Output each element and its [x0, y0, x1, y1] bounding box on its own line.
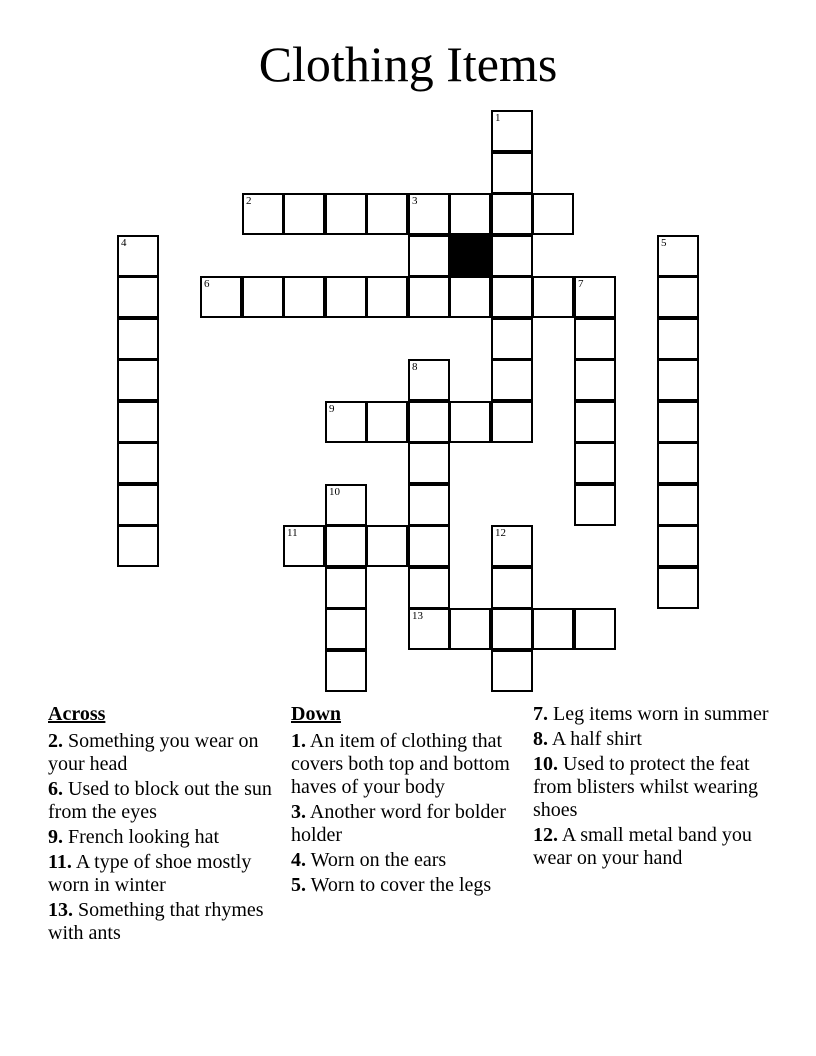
- down-clue: 1. An item of clothing that covers both top and bottom haves of your body: [291, 730, 510, 798]
- grid-cell[interactable]: [491, 401, 533, 443]
- grid-cell[interactable]: [657, 567, 699, 609]
- clue-number: 7: [578, 278, 584, 290]
- grid-cell[interactable]: [491, 525, 533, 567]
- grid-cell[interactable]: [574, 401, 616, 443]
- grid-cell[interactable]: [408, 276, 450, 318]
- down-clue: 7. Leg items worn in summer: [533, 703, 769, 725]
- across-clue: 9. French looking hat: [48, 826, 220, 848]
- grid-cell[interactable]: [366, 276, 408, 318]
- down-clues-continued: [533, 703, 773, 872]
- grid-cell[interactable]: [491, 276, 533, 318]
- down-heading: Down: [291, 703, 342, 725]
- grid-cell[interactable]: [449, 608, 491, 650]
- grid-cell[interactable]: [408, 235, 450, 277]
- grid-cell[interactable]: [408, 442, 450, 484]
- grid-cell[interactable]: [491, 650, 533, 692]
- grid-cell[interactable]: [408, 484, 450, 526]
- grid-cell[interactable]: [325, 525, 367, 567]
- down-clue: 4. Worn on the ears: [291, 849, 447, 871]
- grid-cell[interactable]: [657, 318, 699, 360]
- grid-cell[interactable]: [408, 401, 450, 443]
- clue-number: 5: [661, 237, 667, 249]
- grid-cell[interactable]: [117, 359, 159, 401]
- down-clue: 5. Worn to cover the legs: [291, 874, 492, 896]
- clue-number: 10: [329, 486, 340, 498]
- grid-cell[interactable]: [283, 525, 325, 567]
- grid-cell[interactable]: [325, 193, 367, 235]
- down-clue: 3. Another word for bolder holder: [291, 801, 506, 846]
- grid-cell[interactable]: [325, 401, 367, 443]
- grid-cell[interactable]: [449, 401, 491, 443]
- grid-cell[interactable]: [657, 401, 699, 443]
- grid-cell[interactable]: [283, 193, 325, 235]
- grid-cell[interactable]: [657, 359, 699, 401]
- grid-cell[interactable]: [117, 525, 159, 567]
- grid-cell[interactable]: [574, 359, 616, 401]
- grid-cell[interactable]: [532, 608, 574, 650]
- grid-cell[interactable]: [117, 401, 159, 443]
- grid-cell[interactable]: [117, 235, 159, 277]
- grid-cell[interactable]: [283, 276, 325, 318]
- grid-cell[interactable]: [366, 193, 408, 235]
- grid-cell[interactable]: [491, 193, 533, 235]
- grid-cell[interactable]: [657, 484, 699, 526]
- across-clues: [48, 703, 278, 947]
- clue-number: 12: [495, 527, 506, 539]
- grid-cell[interactable]: [408, 567, 450, 609]
- grid-cell[interactable]: [242, 193, 284, 235]
- clue-number: 9: [329, 403, 335, 415]
- clue-number: 3: [412, 195, 418, 207]
- grid-cell[interactable]: [325, 608, 367, 650]
- puzzle-title: Clothing Items: [258, 36, 558, 92]
- clue-number: 8: [412, 361, 418, 373]
- grid-cell[interactable]: [117, 276, 159, 318]
- grid-cell[interactable]: [325, 484, 367, 526]
- grid-cell[interactable]: [408, 608, 450, 650]
- clue-number: 13: [412, 610, 423, 622]
- grid-cell[interactable]: [449, 193, 491, 235]
- grid-cell[interactable]: [532, 276, 574, 318]
- grid-cell[interactable]: [491, 318, 533, 360]
- grid-cell[interactable]: [491, 235, 533, 277]
- grid-cell[interactable]: [491, 608, 533, 650]
- across-clue: 2. Something you wear on your head: [48, 730, 259, 775]
- grid-cell[interactable]: [117, 318, 159, 360]
- grid-cell[interactable]: [117, 484, 159, 526]
- grid-cell[interactable]: [574, 442, 616, 484]
- clue-number: 4: [121, 237, 127, 249]
- grid-cell[interactable]: [574, 484, 616, 526]
- grid-cell[interactable]: [657, 525, 699, 567]
- grid-cell[interactable]: [366, 525, 408, 567]
- grid-cell[interactable]: [408, 193, 450, 235]
- across-heading: Across: [48, 703, 106, 725]
- down-clue: 10. Used to protect the feat from blisters whilst wearing shoes: [533, 753, 758, 821]
- grid-cell[interactable]: [408, 359, 450, 401]
- grid-cell[interactable]: [408, 525, 450, 567]
- grid-cell[interactable]: [242, 276, 284, 318]
- clue-number: 6: [204, 278, 210, 290]
- grid-cell[interactable]: [574, 318, 616, 360]
- clue-number: 2: [246, 195, 252, 207]
- grid-cell[interactable]: [200, 276, 242, 318]
- across-clue: 6. Used to block out the sun from the eyes: [48, 778, 272, 823]
- grid-cell[interactable]: [574, 276, 616, 318]
- grid-cell[interactable]: [657, 276, 699, 318]
- grid-cell[interactable]: [325, 567, 367, 609]
- down-clues: [291, 703, 526, 899]
- grid-cell[interactable]: [325, 276, 367, 318]
- grid-cell[interactable]: [491, 110, 533, 152]
- clue-number: 11: [287, 527, 298, 539]
- grid-cell[interactable]: [532, 193, 574, 235]
- across-clue: 13. Something that rhymes with ants: [48, 899, 264, 944]
- clue-number: 1: [495, 112, 501, 124]
- across-clue: 11. A type of shoe mostly worn in winter: [48, 851, 252, 896]
- grid-cell[interactable]: [449, 276, 491, 318]
- grid-cell-blocked: [449, 235, 491, 277]
- grid-cell[interactable]: [491, 152, 533, 194]
- grid-cell[interactable]: [491, 567, 533, 609]
- grid-cell[interactable]: [325, 650, 367, 692]
- grid-cell[interactable]: [657, 235, 699, 277]
- grid-cell[interactable]: [657, 442, 699, 484]
- down-clue: 8. A half shirt: [533, 728, 642, 750]
- grid-cell[interactable]: [117, 442, 159, 484]
- grid-cell[interactable]: [491, 359, 533, 401]
- grid-cell[interactable]: [366, 401, 408, 443]
- down-clue: 12. A small metal band you wear on your hand: [533, 824, 752, 869]
- grid-cell[interactable]: [574, 608, 616, 650]
